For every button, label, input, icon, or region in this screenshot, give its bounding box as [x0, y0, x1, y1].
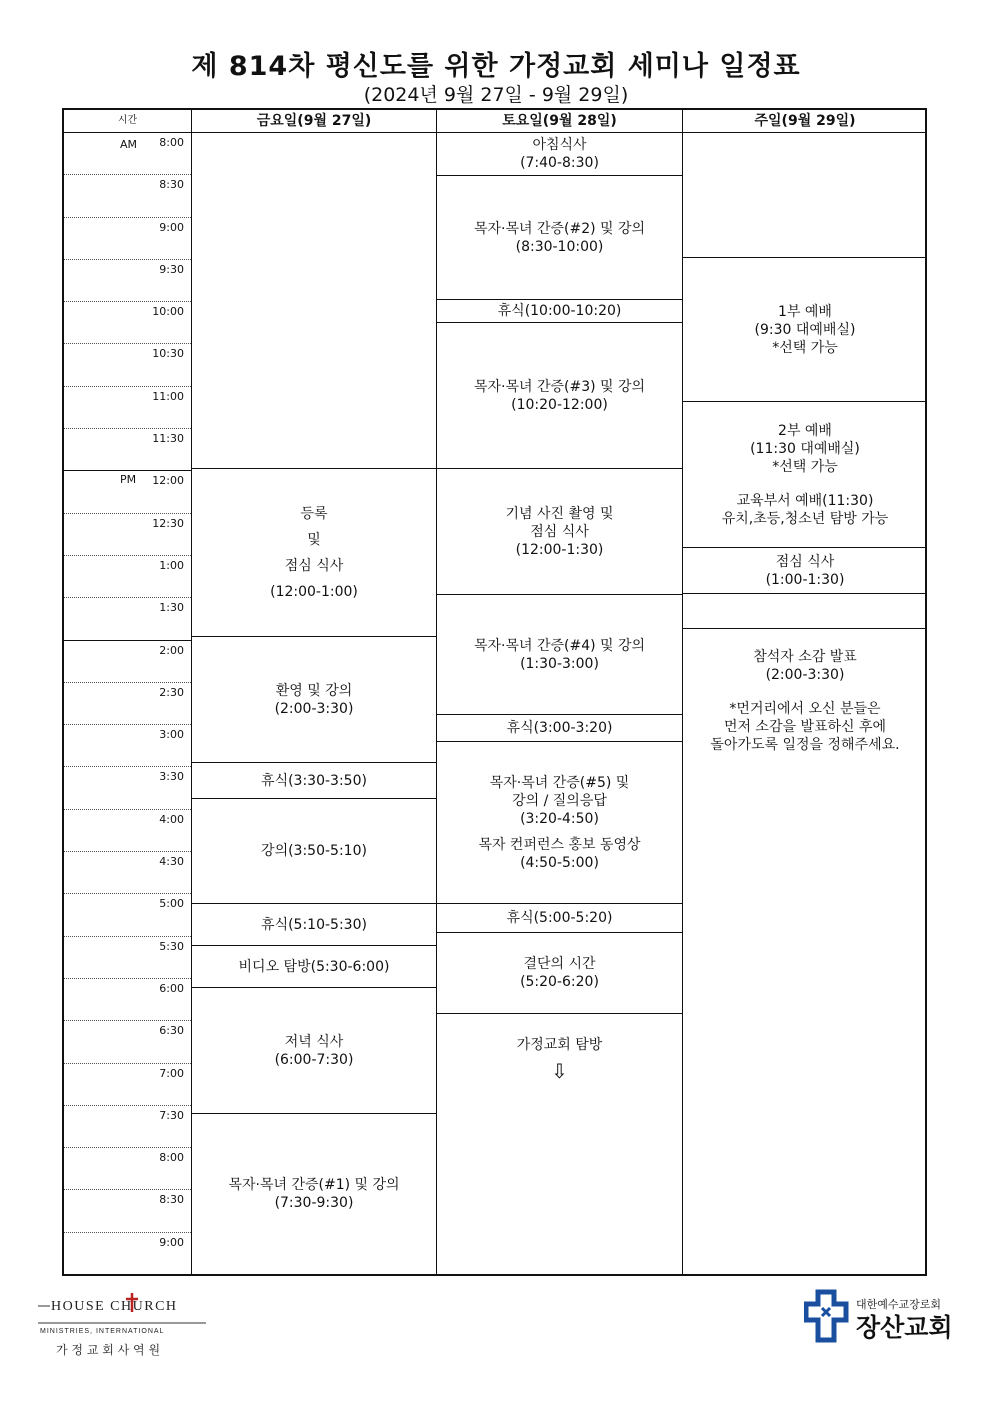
saturday-break-3: 휴식(5:00-5:20): [506, 910, 613, 926]
jangsan-church-logo: [804, 1288, 974, 1348]
time-row-divider: [64, 1147, 191, 1148]
time-row-divider: [64, 1189, 191, 1190]
time-row-divider: [64, 724, 191, 725]
time-row-divider: [64, 217, 191, 218]
time-label: 9:00: [159, 220, 184, 234]
sunday-service-1: 1부 예배 (9:30 대예배실) *선택 가능: [754, 303, 856, 356]
time-label: 2:30: [159, 685, 184, 699]
friday-dinner: 저녁 식사 (6:00-7:30): [274, 1033, 354, 1068]
time-label: 5:00: [159, 897, 184, 911]
time-label: 7:30: [159, 1108, 184, 1122]
time-label: 12:00: [152, 474, 184, 488]
time-label: 11:30: [152, 432, 184, 446]
saturday-breakfast: 아침식사 (7:40-8:30): [520, 137, 599, 171]
friday-column-header: 금요일(9월 27일): [256, 113, 372, 129]
sunday-service-2: 2부 예배 (11:30 대예배실) *선택 가능 교육부서 예배(11:30) 유치,초등,청소년 탐방 가능: [721, 422, 889, 527]
time-label: 8:30: [159, 1193, 184, 1207]
time-row-divider: [64, 936, 191, 937]
time-row-divider: [64, 978, 191, 979]
sunday-lunch: 점심 식사 (1:00-1:30): [765, 553, 845, 588]
saturday-testimony-4: 목자·목녀 간증(#4) 및 강의 (1:30-3:00): [473, 637, 646, 672]
svg-text:가 정 교 회 사 역 원: 가 정 교 회 사 역 원: [56, 1343, 161, 1357]
row-divider: [437, 1013, 682, 1014]
svg-text:대한예수교장로회: 대한예수교장로회: [856, 1298, 942, 1311]
saturday-testimony-2: 목자·목녀 간증(#2) 및 강의 (8:30-10:00): [473, 220, 646, 255]
time-row-divider: [64, 893, 191, 894]
sunday-sharing: 참석자 소감 발표 (2:00-3:30) *먼거리에서 오신 분들은 먼저 소감을 발표하신 후에 돌아가도록 일정을 정해주세요.: [710, 649, 900, 753]
cross-emblem-icon: [804, 1288, 974, 1348]
time-row-divider: [64, 640, 191, 641]
time-row-divider: [64, 1020, 191, 1021]
time-row-divider: [64, 301, 191, 302]
time-row-divider: [64, 766, 191, 767]
friday-video-tour: 비디오 탐방(5:30-6:00): [238, 958, 390, 975]
time-row-divider: [64, 1232, 191, 1233]
time-row-divider: [64, 597, 191, 598]
time-row-divider: [64, 174, 191, 175]
saturday-decision: 결단의 시간 (5:20-6:20): [520, 956, 599, 990]
friday-registration: 등록 및 점심 식사 (12:00-1:00): [270, 505, 358, 600]
house-church-logo: [38, 1290, 210, 1360]
friday-welcome: 환영 및 강의 (2:00-3:30): [274, 682, 354, 717]
row-divider: [683, 593, 927, 594]
time-label: 5:30: [159, 939, 184, 953]
time-row-divider: [64, 428, 191, 429]
friday-lecture: 강의(3:50-5:10): [261, 843, 367, 859]
saturday-house-church-visit: 가정교회 탐방 ⇩: [516, 1037, 603, 1083]
row-divider: [683, 628, 927, 629]
time-label: 2:00: [159, 643, 184, 657]
saturday-break-2: 휴식(3:00-3:20): [506, 720, 613, 736]
time-row-divider: [64, 470, 191, 471]
time-label: 1:30: [159, 601, 184, 615]
time-row-divider: [64, 513, 191, 514]
time-row-divider: [64, 682, 191, 683]
time-label: 3:30: [159, 770, 184, 784]
saturday-column-header: 토요일(9월 28일): [502, 113, 617, 129]
pm-label: PM: [120, 473, 137, 486]
time-label: 9:30: [159, 262, 184, 276]
time-label: 6:30: [159, 1024, 184, 1038]
sunday-column-header: 주일(9월 29일): [754, 113, 856, 129]
time-row-divider: [64, 555, 191, 556]
time-label: 9:00: [159, 1235, 184, 1249]
time-label: 10:30: [152, 347, 184, 361]
time-label: 8:30: [159, 178, 184, 192]
time-label: 7:00: [159, 1066, 184, 1080]
time-row-divider: [64, 386, 191, 387]
time-row-divider: [64, 1105, 191, 1106]
time-label: 1:00: [159, 558, 184, 572]
friday-break-1: 휴식(3:30-3:50): [261, 772, 367, 789]
time-row-divider: [64, 809, 191, 810]
time-label: 10:00: [152, 305, 184, 319]
svg-text:HOUSE CHURCH: HOUSE CHURCH: [51, 1299, 178, 1314]
am-label: AM: [120, 138, 138, 151]
time-label: 4:00: [159, 812, 184, 826]
time-label: 4:30: [159, 855, 184, 869]
time-label: 12:30: [152, 516, 184, 530]
saturday-photo-lunch: 기념 사진 촬영 및 점심 식사 (12:00-1:30): [505, 505, 614, 558]
time-column-header: 시간: [117, 115, 138, 126]
svg-text:장산교회: 장산교회: [856, 1313, 953, 1342]
page-subtitle: (2024년 9월 27일 - 9월 29일): [363, 84, 629, 106]
saturday-break-1: 휴식(10:00-10:20): [497, 303, 622, 319]
saturday-testimony-5: 목자·목녀 간증(#5) 및 강의 / 질의응답 (3:20-4:50) 목자 컨퍼런스 홍보 동영상 (4:50-5:00): [478, 774, 641, 871]
page-title: 제 814차 평신도를 위한 가정교회 세미나 일정표: [191, 51, 801, 82]
time-label: 8:00: [159, 1151, 184, 1165]
time-row-divider: [64, 851, 191, 852]
time-label: 8:00: [159, 136, 184, 149]
schedule-table: [62, 108, 927, 1276]
time-row-divider: [64, 343, 191, 344]
time-label: 6:00: [159, 981, 184, 995]
time-label: 11:00: [152, 389, 184, 403]
friday-break-2: 휴식(5:10-5:30): [261, 916, 367, 933]
house-church-logo-icon: [38, 1290, 210, 1360]
time-row-divider: [64, 1063, 191, 1064]
saturday-testimony-3: 목자·목녀 간증(#3) 및 강의 (10:20-12:00): [473, 378, 646, 413]
svg-text:MINISTRIES, INTERNATIONAL: MINISTRIES, INTERNATIONAL: [40, 1328, 165, 1335]
time-row-divider: [64, 259, 191, 260]
friday-testimony-1: 목자·목녀 간증(#1) 및 강의 (7:30-9:30): [228, 1177, 400, 1211]
down-arrow-icon: ⇩: [551, 1059, 568, 1083]
time-label: 3:00: [159, 728, 184, 742]
